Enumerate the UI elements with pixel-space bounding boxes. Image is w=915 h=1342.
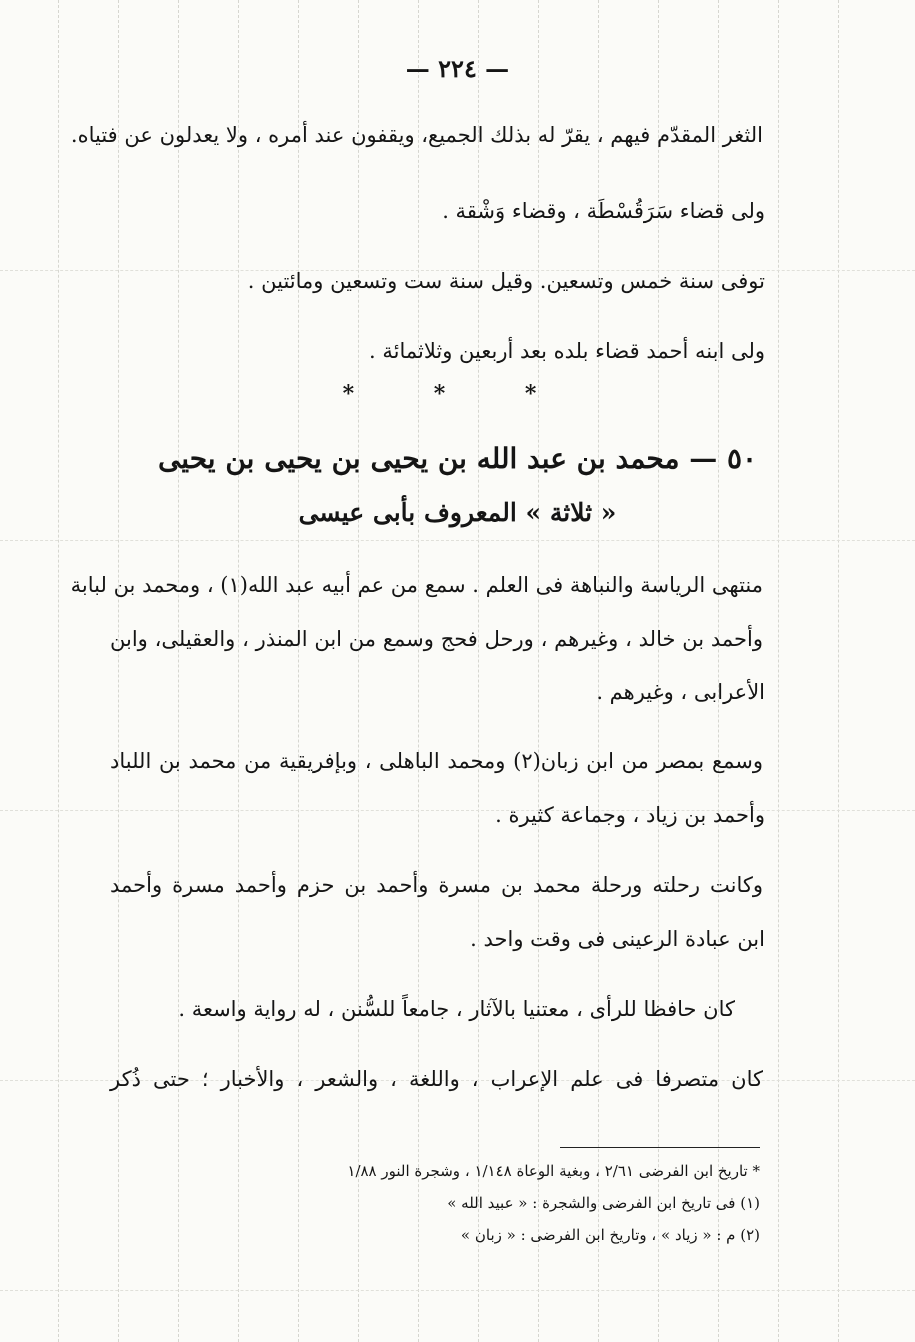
scan-grid-line: [0, 540, 915, 541]
text-line: وكانت رحلته ورحلة محمد بن مسرة وأحمد بن حزم وأحمد مسرة وأحمد: [110, 873, 763, 897]
text-line: ولى قضاء سَرَقُسْطَة ، وقضاء وَشْقة .: [442, 199, 765, 223]
text-line: كان حافظا للرأى ، معتنيا بالآثار ، جامعاً للسُّنن ، له رواية واسعة .: [178, 997, 735, 1021]
scan-grid-line: [838, 0, 839, 1342]
text-line: ابن عبادة الرعينى فى وقت واحد .: [470, 927, 765, 951]
text-line: الثغر المقدّم فيهم ، يقرّ له بذلك الجميع، ويقفون عند أمره ، ولا يعدلون عن فتياه.: [70, 123, 763, 147]
text-line: الأعرابى ، وغيرهم .: [596, 680, 765, 704]
section-divider-stars: * * *: [342, 381, 573, 407]
footnote: (٢) م : « زياد » ، وتاريخ ابن الفرضى : « زبان »: [460, 1226, 760, 1244]
entry-subheading: « ثلاثة » المعروف بأبى عيسى: [298, 498, 617, 527]
entry-heading: ٥٠ — محمد بن عبد الله بن يحيى بن يحيى بن يحيى: [157, 442, 758, 475]
text-line: وسمع بمصر من ابن زبان(٢) ومحمد الباهلى ، وبإفريقية من محمد بن اللباد: [110, 749, 764, 773]
footnote: * تاريخ ابن الفرضى ٢/٦١ ، وبغية الوعاة ١/١٤٨ ، وشجرة النور ١/٨٨: [347, 1162, 760, 1180]
footnote: (١) فى تاريخ ابن الفرضى والشجرة : « عبيد الله »: [447, 1194, 760, 1212]
scan-grid-line: [778, 0, 779, 1342]
text-line: منتهى الرياسة والنباهة فى العلم . سمع من عم أبيه عبد الله(١) ، ومحمد بن لبابة: [70, 573, 763, 597]
footnote-separator: [560, 1147, 760, 1148]
page-number: — ٢٢٤ —: [405, 54, 510, 83]
text-line: وأحمد بن خالد ، وغيرهم ، ورحل فحج وسمع من ابن المنذر ، والعقيلى، وابن: [110, 627, 763, 651]
text-line: ولى ابنه أحمد قضاء بلده بعد أربعين وثلاثمائة .: [369, 339, 765, 363]
text-line: وأحمد بن زياد ، وجماعة كثيرة .: [495, 803, 765, 827]
scan-grid-line: [0, 1290, 915, 1291]
text-line: توفى سنة خمس وتسعين. وقيل سنة ست وتسعين ومائتين .: [247, 269, 765, 293]
scan-grid-line: [58, 0, 59, 1342]
text-line: كان متصرفا فى علم الإعراب ، واللغة ، والشعر ، والأخبار ؛ حتى ذُكر: [110, 1067, 763, 1091]
